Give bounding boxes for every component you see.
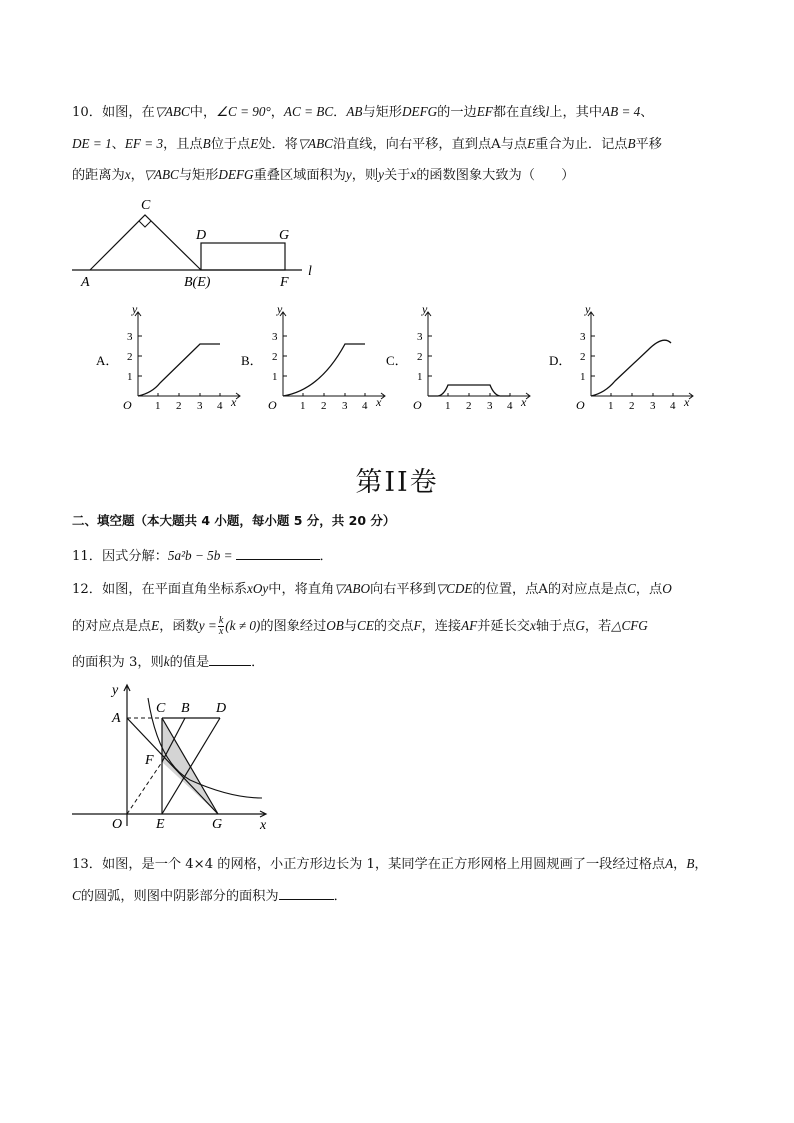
math: △CFG [611, 618, 648, 633]
y-tick: 2 [417, 351, 423, 363]
option-c-label: C． [386, 353, 408, 368]
x-tick: 2 [466, 400, 472, 412]
text: 13．如图，是一个 4×4 的网格，小正方形边长为 1，某同学在正方形网格上用圆规画了一段经过格点 [72, 857, 666, 872]
math: AC = BC [283, 104, 334, 119]
math: G [575, 618, 585, 633]
origin: O [268, 398, 277, 412]
math: 5a²b − 5b = [167, 548, 233, 563]
y-label: y [422, 302, 428, 316]
x-tick: 2 [629, 400, 635, 412]
section-heading: 二、填空题（本大题共 4 小题，每小题 5 分，共 20 分） [72, 513, 396, 528]
math: ▽ABO [334, 581, 370, 596]
text: 向右平移到 [369, 582, 436, 597]
answer-blank[interactable] [279, 887, 334, 900]
y-label: y [585, 302, 591, 316]
math: F [413, 618, 422, 633]
label-e: E [156, 817, 165, 832]
text: ，则 [351, 168, 379, 183]
math: xOy [247, 581, 269, 596]
text: 的面积为 3，则 [72, 655, 164, 670]
text: 处．将 [258, 137, 298, 152]
math: EF = 3 [124, 136, 164, 151]
q13-line-2 [72, 887, 347, 906]
answer-blank[interactable] [236, 547, 320, 560]
math: AF [461, 618, 478, 633]
text: 的位置，点A的对应点是点 [472, 582, 628, 597]
y-label: y [132, 302, 138, 316]
q12-figure [70, 680, 280, 833]
denominator: x [218, 626, 224, 637]
y-tick: 3 [272, 331, 278, 343]
text: ． [319, 549, 333, 564]
text: 的值是 [169, 655, 210, 670]
segment-ag [127, 718, 218, 814]
math: OB [326, 618, 344, 633]
q10-line-2 [72, 135, 662, 154]
text: 重叠区域面积为 [253, 168, 346, 183]
x-tick: 4 [362, 400, 368, 412]
text: 并延长交 [477, 619, 530, 634]
axes [425, 312, 530, 399]
x-tick: 1 [300, 400, 306, 412]
text: 中， [189, 105, 217, 120]
label-g: G [279, 228, 290, 243]
label-d: D [216, 701, 227, 716]
math: CE [357, 618, 374, 633]
math: AB = 4 [602, 104, 641, 119]
x-label: x [376, 395, 382, 409]
text: 都在直线 [492, 105, 546, 120]
math: ▽ABC [297, 136, 333, 151]
q10-option-d [543, 302, 703, 415]
x-label: x [684, 395, 690, 409]
x-tick: 4 [507, 400, 513, 412]
text: ，函数 [159, 619, 199, 634]
math: DEFG [402, 104, 438, 119]
answer-blank[interactable] [209, 653, 251, 666]
text: ， [130, 168, 144, 183]
q10-option-a [90, 302, 250, 415]
math: y = [198, 618, 217, 633]
text: 与矩形 [362, 105, 402, 120]
text: 的圆弧，则图中阴影部分的面积为 [80, 889, 279, 904]
q10-line-1 [72, 103, 653, 122]
x-tick: 3 [197, 400, 203, 412]
y-tick: 3 [417, 331, 423, 343]
label-c: C [141, 198, 151, 213]
rect-defg [201, 243, 285, 270]
math: EF [476, 104, 493, 119]
math: l [545, 104, 550, 119]
text: 平移 [635, 137, 662, 152]
text: 12．如图，在平面直角坐标系 [72, 582, 248, 597]
math: x [529, 618, 536, 633]
text: 与 [343, 619, 358, 634]
x-tick: 4 [670, 400, 676, 412]
text: ，连接 [421, 619, 462, 634]
q10-line-3 [72, 166, 574, 185]
math: E [151, 618, 160, 633]
right-angle-mark [139, 221, 151, 227]
math: B [686, 856, 695, 871]
math: C [627, 581, 636, 596]
label-a: A [112, 711, 121, 726]
triangle-abc [90, 215, 201, 270]
q12-line-1 [72, 580, 672, 599]
text: ． [333, 889, 347, 904]
x-tick: 3 [650, 400, 656, 412]
text: 的一边 [437, 105, 477, 120]
text: ， [673, 857, 687, 872]
q13-line-1 [72, 855, 708, 874]
text: 、 [640, 105, 654, 120]
q12-line-3 [72, 653, 264, 672]
x-label: x [231, 395, 237, 409]
q10-option-c [380, 302, 540, 415]
y-tick: 1 [417, 371, 423, 383]
x-tick: 3 [487, 400, 493, 412]
label-x: x [260, 818, 267, 833]
text: ， [694, 857, 708, 872]
label-o: O [112, 817, 123, 832]
origin: O [413, 398, 422, 412]
math: (k ≠ 0) [225, 618, 261, 633]
math: k [163, 654, 170, 669]
text: 位于点 [210, 137, 251, 152]
text: 重合为止．记点 [535, 137, 628, 152]
x-tick: 4 [217, 400, 223, 412]
math: y [378, 167, 384, 182]
label-f: F [145, 753, 154, 768]
section-title: 第II卷 [355, 467, 439, 498]
x-tick: 1 [445, 400, 451, 412]
text: 上，其中 [549, 105, 603, 120]
label-c: C [156, 701, 166, 716]
y-label: y [277, 302, 283, 316]
fraction-k-over-x [218, 616, 224, 637]
text: 轴于点 [535, 619, 576, 634]
math: ▽CDE [435, 581, 473, 596]
y-tick: 1 [127, 371, 133, 383]
origin: O [123, 398, 132, 412]
x-tick: 2 [176, 400, 182, 412]
text: 沿直线，向右平移，直到点A与点 [332, 137, 528, 152]
numerator: k [218, 615, 224, 626]
segment-ob [127, 762, 162, 814]
y-tick: 1 [580, 371, 586, 383]
x-tick: 2 [321, 400, 327, 412]
label-be: B(E) [184, 275, 211, 290]
math: E [250, 136, 259, 151]
q11 [72, 547, 333, 566]
text: 10．如图，在 [72, 105, 155, 120]
math: ▽ABC [154, 104, 190, 119]
label-g: G [212, 817, 223, 832]
y-tick: 3 [580, 331, 586, 343]
text: 的对应点是点 [72, 619, 152, 634]
math: B [627, 136, 636, 151]
label-f: F [280, 275, 289, 290]
label-d: D [196, 228, 207, 243]
x-label: x [521, 395, 527, 409]
graph-curve [283, 344, 365, 396]
text: 中，将直角 [268, 582, 335, 597]
label-b: B [181, 701, 190, 716]
text: ，若 [584, 619, 612, 634]
text: 的距离为 [72, 168, 125, 183]
q12-line-2 [72, 616, 648, 637]
x-tick: 1 [155, 400, 161, 412]
option-a-label: A． [96, 353, 119, 368]
text: ， [270, 105, 284, 120]
y-tick: 2 [272, 351, 278, 363]
math: DE = 1 [72, 136, 112, 151]
text: ． [333, 105, 347, 120]
math: y [345, 167, 352, 182]
x-tick: 1 [608, 400, 614, 412]
label-l: l [308, 264, 312, 279]
q10-option-b [235, 302, 395, 415]
x-tick: 3 [342, 400, 348, 412]
text: 的函数图象大致为（ ） [416, 168, 575, 183]
origin: O [576, 398, 585, 412]
option-b-label: B． [241, 353, 263, 368]
y-tick: 2 [580, 351, 586, 363]
option-d-label: D． [549, 353, 572, 368]
math: A [665, 856, 674, 871]
text: 11．因式分解： [72, 549, 168, 564]
text: ，且点 [163, 137, 203, 152]
axes [588, 312, 693, 399]
math: B [202, 136, 211, 151]
text: 的图象经过 [260, 619, 327, 634]
math: ▽ABC [143, 167, 179, 182]
math: x [124, 167, 131, 182]
math: E [527, 136, 536, 151]
q10-figure [70, 195, 320, 290]
math: AB [346, 104, 363, 119]
label-y: y [112, 683, 119, 698]
graph-curve [138, 344, 220, 396]
y-tick: 2 [127, 351, 133, 363]
math: C [72, 888, 81, 903]
text: ． [251, 655, 265, 670]
y-tick: 3 [127, 331, 133, 343]
text: 与矩形 [178, 168, 219, 183]
math: x [410, 167, 417, 182]
text: 、 [111, 137, 125, 152]
axes [280, 312, 385, 399]
text: 的交点 [373, 619, 414, 634]
math: O [662, 581, 672, 596]
text: 关于 [384, 168, 411, 183]
math: ∠C = 90° [216, 104, 271, 119]
label-a: A [81, 275, 90, 290]
math: DEFG [218, 167, 254, 182]
text: ，点 [635, 582, 663, 597]
graph-curve [591, 340, 671, 396]
y-tick: 1 [272, 371, 278, 383]
